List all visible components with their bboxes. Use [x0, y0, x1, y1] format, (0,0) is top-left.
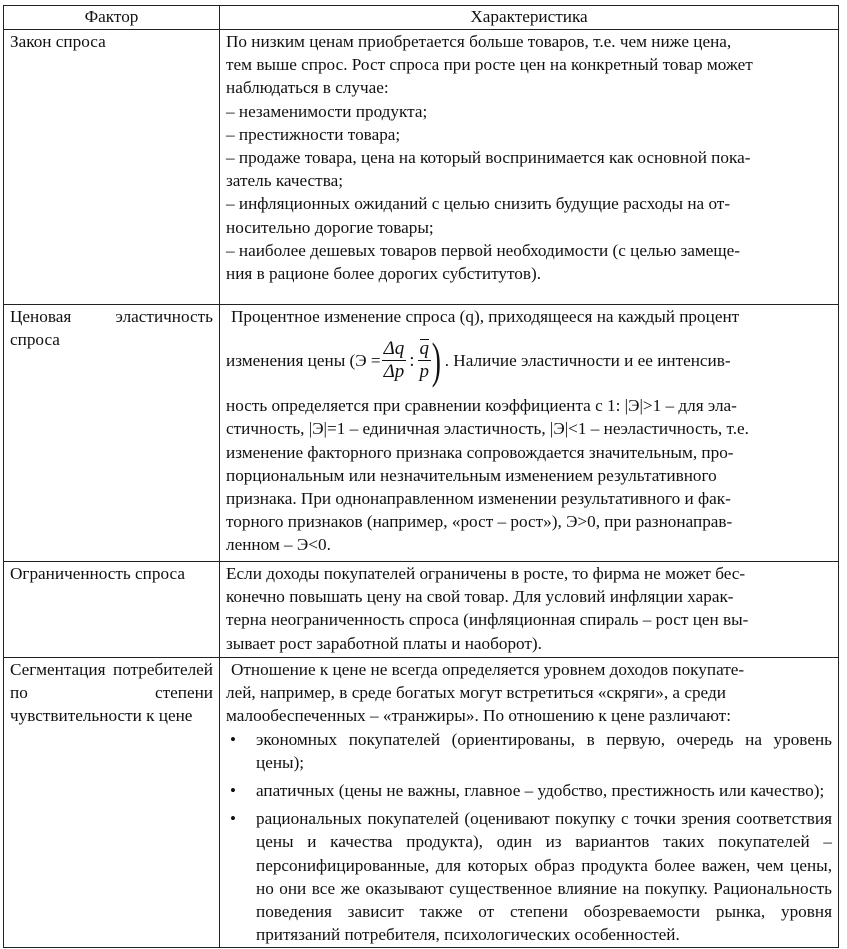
fraction-denominator: Δp — [383, 360, 405, 382]
list-item-text: апатичных (цены не важны, главное – удобство, престижность или качество); — [256, 781, 825, 801]
text-line: – продаже товара, цена на который воспринимается как основной пока- — [226, 148, 751, 168]
factor-cell: Закон спроса — [4, 30, 220, 305]
characteristic-cell — [220, 658, 839, 948]
text-line: затель качества; — [226, 171, 343, 191]
text-line: конечно повышать цену на свой товар. Для условий инфляции харак- — [226, 587, 734, 607]
elasticity-formula — [226, 332, 832, 388]
text-line: ленном – Э<0. — [226, 535, 331, 555]
list-item-text: экономных покупателей (ориентированы, в первую, очередь на уровень цены); — [256, 729, 832, 772]
factor-cell: Сегментация потребителей по степени чувствительности к цене — [4, 658, 220, 948]
list-item — [226, 807, 832, 946]
formula-close-paren: ) — [431, 332, 441, 389]
mean-fraction — [418, 338, 432, 383]
table-row — [4, 562, 839, 658]
list-item — [226, 779, 832, 802]
bullet-icon: • — [230, 729, 236, 749]
text-line: зывает рост заработной платы и наоборот). — [226, 633, 542, 653]
text-line: наблюдаться в случае: — [226, 78, 389, 98]
characteristic-cell — [220, 30, 839, 305]
text-line: терна неограниченность спроса (инфляционная спираль – рост цен вы- — [226, 610, 749, 630]
text-line: Процентное изменение спроса (q), приходящееся на каждый процент — [231, 307, 740, 326]
text-line: лей, например, в среде богатых могут встретиться «скряги», а среди — [226, 683, 726, 703]
text-line: По низким ценам приобретается больше товаров, т.е. чем ниже цена, — [226, 32, 732, 51]
text-line: ния в рационе более дорогих субститутов). — [226, 264, 541, 284]
header-factor: Фактор — [4, 6, 220, 30]
text-line: тем выше спрос. Рост спроса при росте цен на конкретный товар может — [226, 55, 753, 75]
list-item — [226, 728, 832, 774]
table-row — [4, 658, 839, 948]
text-line: изменение факторного признака сопровождается значительным, про- — [226, 442, 734, 462]
text-line: носительно дорогие товары; — [226, 217, 434, 237]
fraction-numerator — [418, 338, 432, 361]
text-line: ность определяется при сравнении коэффициента с 1: |Э|>1 – для эла- — [226, 396, 737, 416]
list-item-text: рациональных покупателей (оценивают покупку с точки зрения соответствия цены и качества продукта), один из вариантов таких покупателей – персонифицированные, для которых образ продукта более важен, чем цены, но они все же оказывают существенное влияние на покупку. Рациональность поведения зависит также от степени обозреваемости рынка, уровня притязаний потребителя, психологических особенностей. — [256, 809, 832, 945]
text-line: порциональным или незначительным изменением результативного — [226, 465, 717, 485]
text-line: стичность, |Э|=1 – единичная эластичность, |Э|<1 – неэластичность, т.е. — [226, 419, 749, 439]
table-row — [4, 30, 839, 305]
text-line: Отношение к цене не всегда определяется уровнем доходов покупате- — [231, 660, 745, 679]
fraction-denominator: p — [419, 360, 430, 382]
text-line: малообеспеченных – «транжиры». По отношению к цене различают: — [226, 706, 731, 726]
characteristic-cell — [220, 305, 839, 562]
factors-table — [3, 5, 839, 948]
factor-cell: Ценовая эластичность спроса — [4, 305, 220, 562]
buyer-types-list — [226, 728, 832, 947]
delta-fraction — [382, 338, 407, 383]
text-line: – наиболее дешевых товаров первой необходимости (с целью замеще- — [226, 240, 741, 260]
factor-cell: Ограниченность спроса — [4, 562, 220, 658]
mean-q: q — [419, 337, 430, 359]
formula-colon: : — [409, 349, 415, 371]
formula-suffix: . Наличие эластичности и ее интенсив- — [444, 350, 731, 370]
formula-prefix: изменения цены (Э = — [226, 350, 381, 370]
bullet-icon: • — [230, 781, 236, 801]
text-line: – престижности товара; — [226, 124, 401, 144]
table-header-row — [4, 6, 839, 30]
bullet-icon: • — [230, 809, 236, 829]
fraction-numerator: Δq — [383, 337, 405, 359]
text-line: – инфляционных ожиданий с целью снизить будущие расходы на от- — [226, 194, 731, 214]
text-line: – незаменимости продукта; — [226, 101, 428, 121]
text-line: признака. При однонаправленном изменении результативного и фак- — [226, 489, 731, 509]
text-line: торного признаков (например, «рост – рост»), Э>0, при разнонаправ- — [226, 512, 733, 532]
characteristic-cell — [220, 562, 839, 658]
text-line: Если доходы покупателей ограничены в росте, то фирма не может бес- — [226, 564, 746, 583]
header-characteristic: Характеристика — [220, 6, 839, 30]
table-row — [4, 305, 839, 562]
